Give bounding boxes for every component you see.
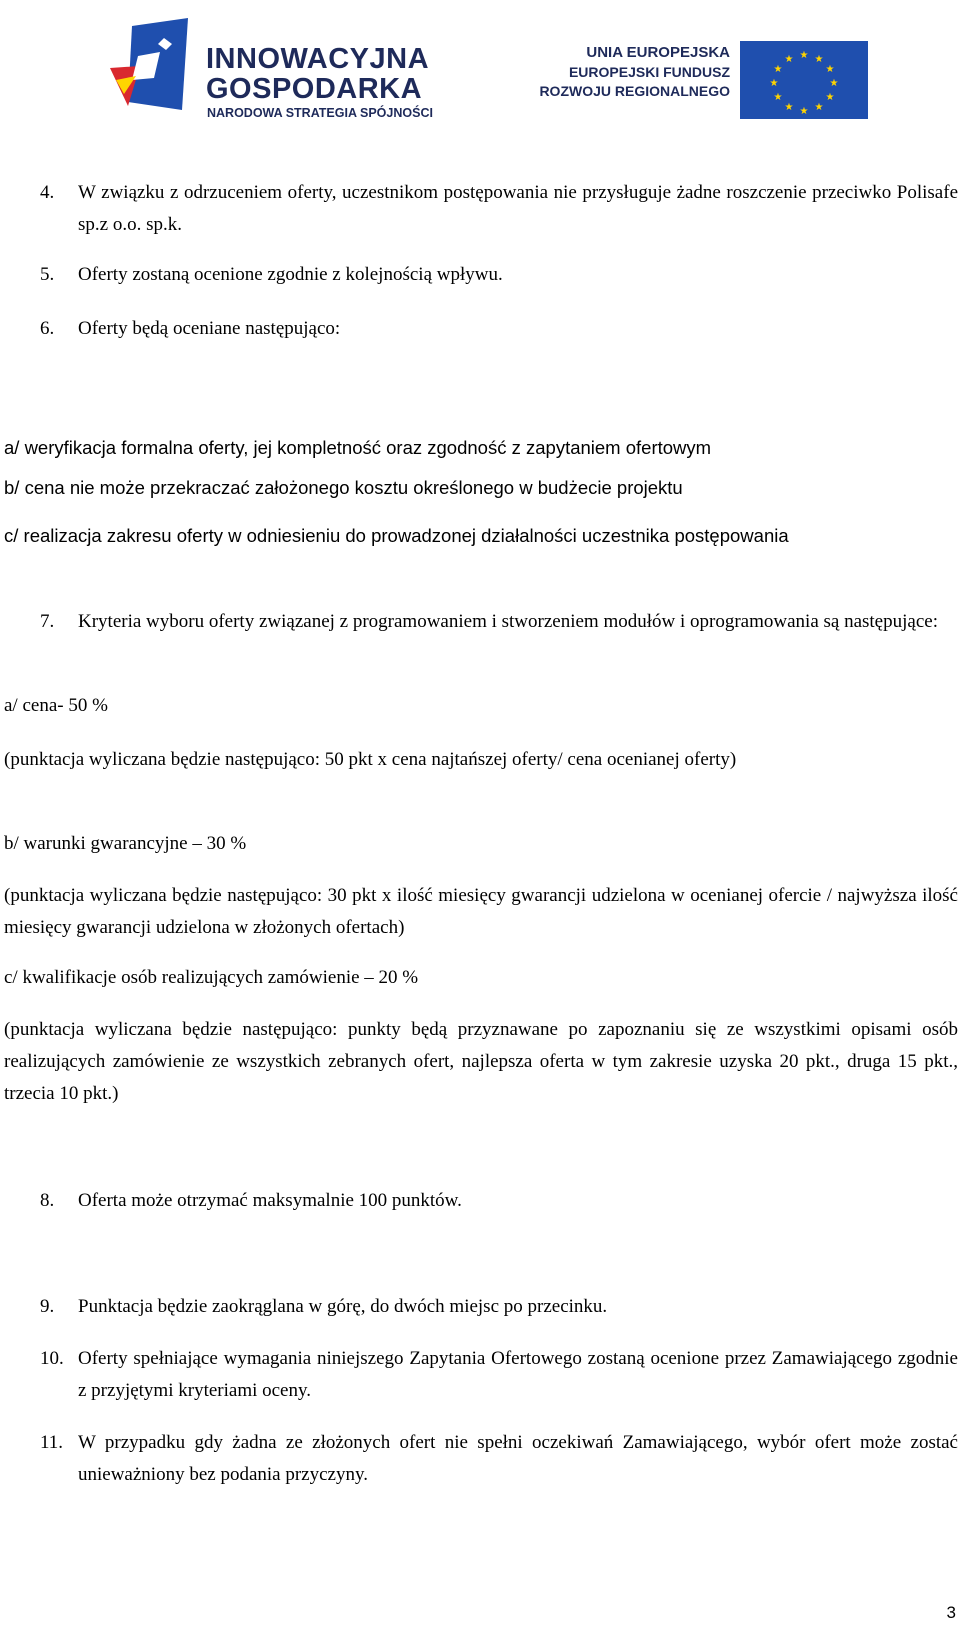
evaluation-a: a/ weryfikacja formalna oferty, jej kompletność oraz zgodność z zapytaniem ofertowym [4, 437, 712, 458]
svg-text:★: ★ [773, 64, 783, 75]
svg-text:★: ★ [825, 92, 835, 103]
svg-text:★: ★ [799, 50, 809, 61]
item-6-text: Oferty będą oceniane następująco: [78, 318, 341, 339]
svg-text:★: ★ [825, 64, 835, 75]
criterion-b-description: (punktacja wyliczana będzie następująco: 30 pkt x ilość miesięcy gwarancji udzielona w ocenianej ofercie / najwyższa ilość miesięcy gwarancji udzielona w złożonych ofertach) [4, 885, 958, 938]
item-8-text: Oferta może otrzymać maksymalnie 100 punktów. [78, 1190, 462, 1211]
evaluation-b: b/ cena nie może przekraczać założonego kosztu określonego w budżecie projektu [4, 477, 683, 498]
innowacyjna-gospodarka-emblem-icon [110, 18, 200, 118]
page-header [0, 0, 960, 125]
item-8-number: 8. [40, 1190, 55, 1211]
eu-logo [538, 34, 868, 117]
item-7-number: 7. [40, 611, 55, 632]
item-6-number: 6. [40, 318, 55, 339]
svg-text:★: ★ [829, 78, 839, 89]
logo-left-line3: NARODOWA STRATEGIA SPÓJNOŚCI [207, 106, 433, 120]
criterion-c-title: c/ kwalifikacje osób realizujących zamówienie – 20 % [4, 967, 419, 988]
svg-text:★: ★ [769, 78, 779, 89]
criterion-a-title: a/ cena- 50 % [4, 695, 108, 716]
criterion-a-description: (punktacja wyliczana będzie następująco: 50 pkt x cena najtańszej oferty/ cena ocenianej oferty) [4, 749, 737, 770]
logo-right-line2: EUROPEJSKI FUNDUSZ [568, 64, 730, 80]
innowacyjna-gospodarka-logo [110, 18, 450, 118]
criterion-b-title: b/ warunki gwarancyjne – 30 % [4, 833, 247, 854]
eu-flag-icon [740, 41, 868, 119]
svg-text:★: ★ [784, 102, 794, 113]
item-4-text: W związku z odrzuceniem oferty, uczestnikom postępowania nie przysługuje żadne roszczenie przeciwko Polisafe sp.z o.o. sp.k. [78, 182, 958, 235]
logo-left-line1: INNOWACYJNA [206, 43, 430, 75]
logo-right-line1: UNIA EUROPEJSKA [586, 44, 730, 61]
page-number: 3 [946, 1603, 956, 1622]
svg-text:★: ★ [799, 106, 809, 117]
item-5-number: 5. [40, 264, 55, 285]
svg-text:★: ★ [784, 54, 794, 65]
item-11-text: W przypadku gdy żadna ze złożonych ofert nie spełni oczekiwań Zamawiającego, wybór ofert może zostać unieważniony bez podania przyczyny. [78, 1432, 958, 1485]
logo-right-line3: ROZWOJU REGIONALNEGO [539, 83, 730, 99]
svg-text:★: ★ [814, 102, 824, 113]
item-10-number: 10. [40, 1348, 64, 1369]
svg-text:★: ★ [773, 92, 783, 103]
item-5-text: Oferty zostaną ocenione zgodnie z kolejnością wpływu. [78, 264, 503, 285]
item-9-text: Punktacja będzie zaokrąglana w górę, do dwóch miejsc po przecinku. [78, 1296, 608, 1317]
item-11-number: 11. [40, 1432, 64, 1453]
item-4-number: 4. [40, 182, 55, 203]
item-9-number: 9. [40, 1296, 55, 1317]
item-7-text: Kryteria wyboru oferty związanej z programowaniem i stworzeniem modułów i oprogramowania są następujące: [78, 611, 938, 632]
item-10-text: Oferty spełniające wymagania niniejszego Zapytania Ofertowego zostaną ocenione przez Zamawiającego zgodnie z przyjętymi kryteriami oceny. [78, 1348, 958, 1401]
criterion-c-description: (punktacja wyliczana będzie następująco: punkty będą przyznawane po zapoznaniu się ze wszystkimi opisami osób realizujących zamówienie ze wszystkich zebranych ofert, najlepsza oferta w tym zakresie uzyska 20 pkt., druga 15 pkt., trzecia 10 pkt.) [4, 1019, 958, 1104]
svg-text:★: ★ [814, 54, 824, 65]
logo-left-line2: GOSPODARKA [206, 73, 423, 105]
evaluation-c: c/ realizacja zakresu oferty w odniesieniu do prowadzonej działalności uczestnika postępowania [4, 525, 789, 546]
